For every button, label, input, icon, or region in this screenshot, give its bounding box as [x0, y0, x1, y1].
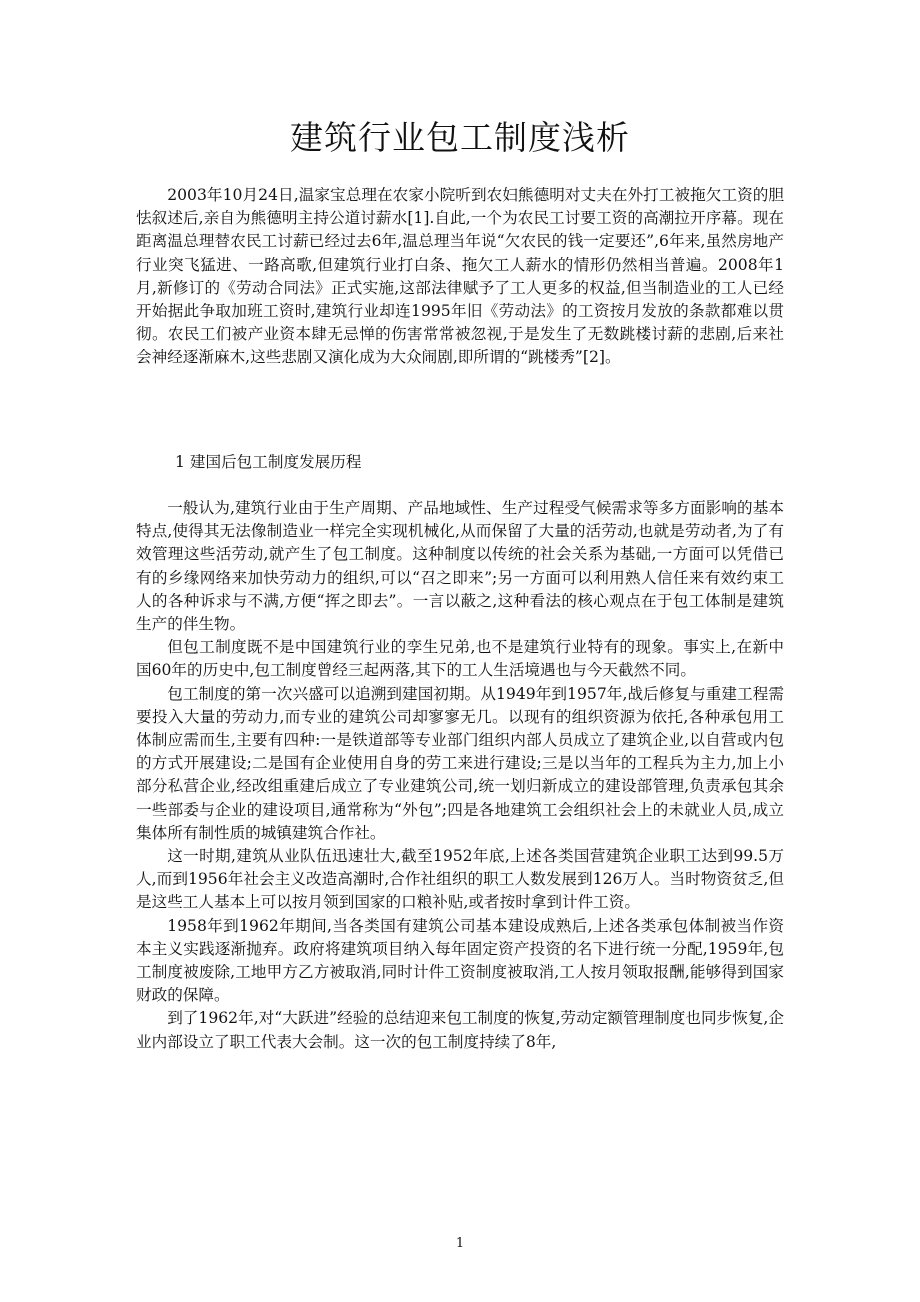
paragraph: 但包工制度既不是中国建筑行业的孪生兄弟,也不是建筑行业特有的现象。事实上,在新中国60年的历史中,包工制度曾经三起两落,其下的工人生活境遇也与今天截然不同。 — [136, 638, 784, 680]
intro-paragraph: 2003年10月24日,温家宝总理在农家小院听到农妇熊德明对丈夫在外打工被拖欠工资的胆怯叙述后,亲自为熊德明主持公道讨薪水[1].自此,一个为农民工讨要工资的高潮拉开序幕。现在距离温总理替农民工讨薪已经过去6年,温总理当年说“欠农民的钱一定要还”,6年来,虽然房地产行业突飞猛进、一路高歌,但建筑行业打白条、拖欠工人薪水的情形仍然相当普遍。2008年1月,新修订的《劳动合同法》正式实施,这部法律赋予了工人更多的权益,但当制造业的工人已经开始据此争取加班工资时,建筑行业却连1995年旧《劳动法》的工资按月发放的条款都难以贯彻。农民工们被产业资本肆无忌惮的伤害常常被忽视,于是发生了无数跳楼讨薪的悲剧,后来社会神经逐渐麻木,这些悲剧又演化成为大众闹剧,即所谓的“跳楼秀”[2]。 — [136, 186, 784, 367]
intro-section — [136, 184, 784, 370]
paragraph: 包工制度的第一次兴盛可以追溯到建国初期。从1949年到1957年,战后修复与重建工程需要投入大量的劳动力,而专业的建筑公司却寥寥无几。以现有的组织资源为依托,各种承包用工体制应需而生,主要有四种:一是铁道部等专业部门组织内部人员成立了建筑企业,以自营或内包的方式开展建设;二是国有企业使用自身的劳工来进行建设;三是以当年的工程兵为主力,加上小部分私营企业,经改组重建后成立了专业建筑公司,统一划归新成立的建设部管理,负责承包其余一些部委与企业的建设项目,通常称为“外包”;四是各地建筑工会组织社会上的未就业人员,成立集体所有制性质的城镇建筑合作社。 — [136, 684, 784, 842]
page-number: 1 — [455, 1236, 465, 1251]
document-title: 建筑行业包工制度浅析 — [290, 118, 630, 157]
paragraph: 到了1962年,对“大跃进”经验的总结迎来包工制度的恢复,劳动定额管理制度也同步恢复,企业内部设立了职工代表大会制。这一次的包工制度持续了8年, — [136, 1009, 784, 1051]
paragraph: 一般认为,建筑行业由于生产周期、产品地域性、生产过程受气候需求等多方面影响的基本特点,使得其无法像制造业一样完全实现机械化,从而保留了大量的活劳动,也就是劳动者,为了有效管理这些活劳动,就产生了包工制度。这种制度以传统的社会关系为基础,一方面可以凭借已有的乡缘网络来加快劳动力的组织,可以“召之即来”;另一方面可以利用熟人信任来有效约束工人的各种诉求与不满,方便“挥之即去”。一言以蔽之,这种看法的核心观点在于包工体制是建筑生产的伴生物。 — [136, 499, 784, 634]
section-body — [136, 497, 784, 1054]
section-heading: 1 建国后包工制度发展历程 — [175, 453, 362, 471]
paragraph: 1958年到1962年期间,当各类国有建筑公司基本建设成熟后,上述各类承包体制被当作资本主义实践逐渐抛弃。政府将建筑项目纳入每年固定资产投资的名下进行统一分配,1959年,包工制度被废除,工地甲方乙方被取消,同时计件工资制度被取消,工人按月领取报酬,能够得到国家财政的保障。 — [136, 916, 784, 1005]
paragraph: 这一时期,建筑从业队伍迅速壮大,截至1952年底,上述各类国营建筑企业职工达到99.5万人,而到1956年社会主义改造高潮时,合作社组织的职工人数发展到126万人。当时物资贫乏,但是这些工人基本上可以按月领到国家的口粮补贴,或者按时拿到计件工资。 — [136, 847, 784, 912]
